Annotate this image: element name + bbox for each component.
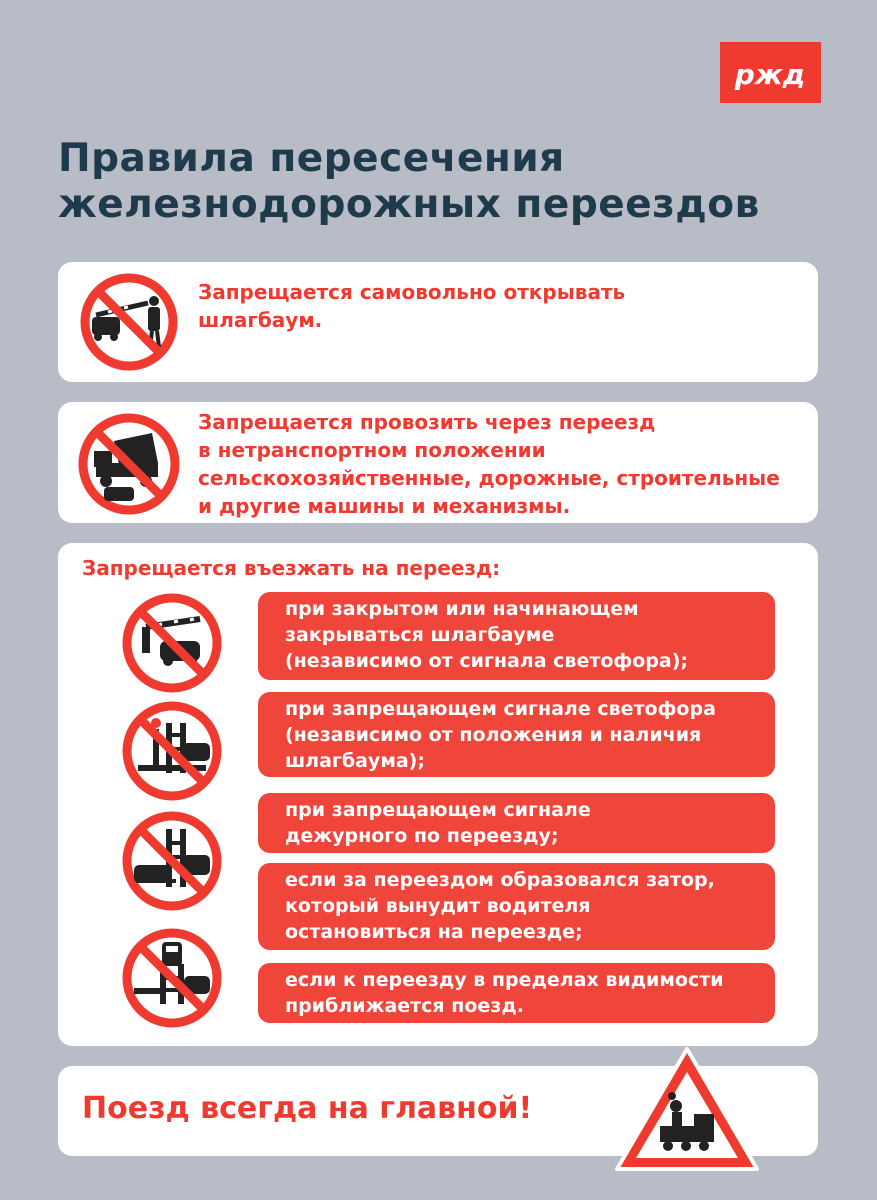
approaching-train-icon [120,926,224,1030]
entry-item-train: если к переезду в пределах видимости приближается поезд. [258,963,775,1023]
entry-item-traffic-jam: если за переездом образовался затор, который вынудит водителя остановиться на переезде; [258,863,775,950]
entry-item-red-signal: при запрещающем сигнале светофора (независимо от положения и наличия шлагбаума); [258,692,775,777]
entry-heading: Запрещается въезжать на переезд: [82,556,501,580]
red-signal-icon [120,699,224,803]
rule-card-machinery [58,402,818,523]
rule-card-barrier [58,262,818,382]
title-line-1: Правила пересечения [58,136,565,181]
title-line-2: железнодорожных переездов [58,182,760,227]
traffic-jam-icon [120,809,224,913]
railway-crossing-warning-icon [612,1044,762,1174]
closed-barrier-icon [120,591,224,695]
page-title [58,136,818,228]
entry-item-attendant: при запрещающем сигнале дежурного по переезду; [258,793,775,853]
no-dump-truck-icon [76,411,182,517]
entry-item-closed-barrier: при закрытом или начинающем закрываться шлагбауме (независимо от сигнала светофора); [258,592,775,680]
no-barrier-opening-icon [78,271,180,373]
rzd-logo [720,42,821,103]
svg-text:ржд: ржд [734,58,806,91]
entry-prohibitions-card [58,543,818,1046]
rule-text-barrier: Запрещается самовольно открывать шлагбаум. [198,280,626,332]
rule-text-machinery: Запрещается провозить через переезд в нетранспортном положении сельскохозяйственные, дорожные, строительные и другие машины и механизмы. [198,410,780,518]
slogan-text: Поезд всегда на главной! [82,1091,533,1126]
